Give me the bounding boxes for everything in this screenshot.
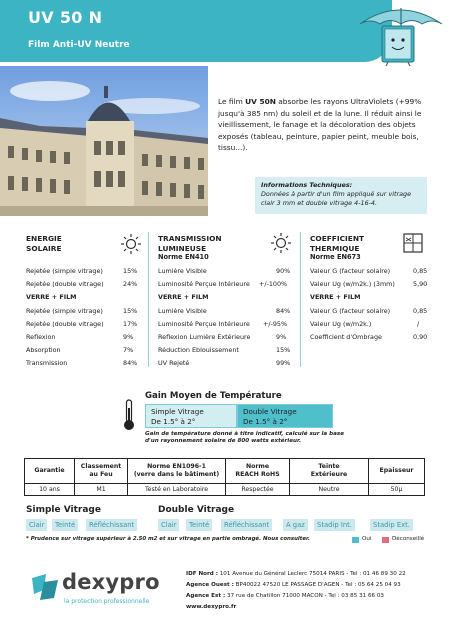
tag-double-reflechissant: Réfléchissant xyxy=(221,519,272,531)
website-link[interactable]: www.dexypro.fr xyxy=(186,604,237,610)
sun-icon xyxy=(120,233,142,255)
tag-double-teinte: Teinté xyxy=(186,519,212,531)
gain-double-vitrage-box: Double Vitrage De 1.5° à 2° xyxy=(237,404,333,428)
umbrella-mascot-icon xyxy=(352,2,448,66)
col1-row: Rejetée (double vitrage) 17% xyxy=(26,319,138,328)
spec-cell: Neutre xyxy=(290,484,369,496)
col3-row: Valeur Ug (w/m2k.) (3mm) 5,90 xyxy=(310,280,428,289)
col3-row: Valeur G (facteur solaire) 0,85 xyxy=(310,306,428,315)
col2-title: TRANSMISSION LUMINEUSE Norme EN410 xyxy=(158,234,222,261)
col2-rows xyxy=(158,265,300,371)
col1-row: Rejetée (double vitrage) 24% xyxy=(26,280,138,289)
column-divider xyxy=(148,232,149,367)
col1-row: Reflexion 9% xyxy=(26,332,134,341)
spec-cell: M1 xyxy=(75,484,128,496)
col2-row: UV Rejeté 99% xyxy=(158,359,291,368)
col2-row: Réduction Eblouissement 15% xyxy=(158,346,291,355)
spec-cell: 10 ans xyxy=(25,484,75,496)
col3-section-verre-film: VERRE + FILM xyxy=(310,293,361,302)
col3-row: Coefficient d'Ombrage 0,90 xyxy=(310,332,428,341)
lightbulb-sun-icon xyxy=(270,232,292,254)
tag-double-a-gaz: A gaz xyxy=(283,519,308,531)
col3-title: COEFFICIENT THERMIQUE Norme EN673 xyxy=(310,234,365,261)
col3-rows xyxy=(310,265,442,344)
contact-ouest: Agence Ouest : BP40022 47520 LE PASSAGE D'AGEN - Tel : 05 64 25 04 93 xyxy=(186,582,401,588)
contact-idf: IDF Nord : 101 Avenue du Général Leclerc 75014 PARIS - Tel : 01 46 89 30 22 xyxy=(186,571,406,577)
col1-rows xyxy=(26,265,146,371)
spec-header-teinte: Teinte Extérieure xyxy=(290,459,369,484)
intro-paragraph: Le film UV 50N absorbe les rayons UltraViolets (+99% jusqu'à 385 nm) du soleil et de la lune. Il réduit ainsi le vieillissement, le fanage et la décoloration des objets exposés (tableau, peinture, papier peint, meuble bois, tissu...). xyxy=(218,97,422,153)
spec-cell: Testé en Laboratoire xyxy=(128,484,226,496)
tag-double-clair: Clair xyxy=(158,519,179,531)
contact-est: Agence Est : 37 rue de Chatillon 71000 MACON - Tel : 03 85 31 66 03 xyxy=(186,593,384,599)
legend-deconseille-label: Déconseillé xyxy=(392,536,425,542)
technical-info-title: Informations Techniques: xyxy=(261,181,353,189)
spec-header-garantie: Garantie xyxy=(25,459,75,484)
spec-header-reach: Norme REACH RoHS xyxy=(226,459,290,484)
col3-row: Valeur Ug (w/m2k.) / xyxy=(310,319,420,328)
technical-info-box xyxy=(255,177,427,214)
col2-section-verre-film: VERRE + FILM xyxy=(158,293,209,302)
technical-info-text: Données à partir d'un film appliqué sur vitrage clair 3 mm et double vitrage 4-16-4. xyxy=(261,190,412,207)
logo-name: dexypro xyxy=(62,570,160,594)
spec-table xyxy=(24,458,425,496)
col1-title: ENERGIE SOLAIRE xyxy=(26,234,62,253)
legend-oui-swatch xyxy=(352,537,359,543)
col1-row: Rejetée (simple vitrage) 15% xyxy=(26,306,138,315)
spec-table-header-row xyxy=(25,459,425,484)
window-icon xyxy=(402,232,424,254)
logo-tagline: la protection professionnelle xyxy=(64,598,150,605)
col2-row: Luminosité Perçue Intérieure +/-95% xyxy=(158,319,288,328)
col3-row: Valeur G (facteur solaire) 0,85 xyxy=(310,267,428,275)
col1-row: Transmission 84% xyxy=(26,359,138,368)
simple-vitrage-title: Simple Vitrage xyxy=(26,505,101,515)
thermometer-icon xyxy=(122,398,136,432)
col2-row: Lumière Visible 90% xyxy=(158,267,291,275)
legend-deconseille-swatch xyxy=(382,537,389,543)
spec-header-classement: Classement au Feu xyxy=(75,459,128,484)
gain-title: Gain Moyen de Température xyxy=(145,391,282,401)
col2-row: Lumière Visible 84% xyxy=(158,306,291,315)
tag-simple-reflechissant: Réfléchissant xyxy=(86,519,137,531)
spec-cell: Respectée xyxy=(226,484,290,496)
gain-simple-vitrage-box: Simple Vitrage De 1.5° à 2° xyxy=(145,404,237,428)
product-subtitle: Film Anti-UV Neutre xyxy=(28,40,130,50)
tag-double-stadip-ext: Stadip Ext. xyxy=(370,519,413,531)
gain-note: Gain de température donné à titre indicatif, calculé sur la base d'un rayonnement solaire de 800 watts extérieur. xyxy=(145,431,345,445)
col2-row: Reflexion Lumière Extérieure 9% xyxy=(158,332,287,341)
col2-row: Luminosité Perçue Intérieure +/-100% xyxy=(158,280,288,289)
spec-cell: 50µ xyxy=(369,484,425,496)
col1-section-verre-film: VERRE + FILM xyxy=(26,293,77,302)
double-vitrage-title: Double Vitrage xyxy=(158,505,235,515)
tag-simple-teinte: Teinté xyxy=(52,519,78,531)
col1-row: Rejetée (simple vitrage) 15% xyxy=(26,267,138,275)
tag-simple-clair: Clair xyxy=(26,519,47,531)
spec-header-norme-en1096: Norme EN1096-1 (verre dans le bâtiment) xyxy=(128,459,226,484)
tag-double-stadip-int: Stadip Int. xyxy=(314,519,355,531)
legend-oui-label: Oui xyxy=(362,536,372,542)
louvre-photo xyxy=(0,66,208,216)
col1-row: Absorption 7% xyxy=(26,346,134,355)
spec-table-row xyxy=(25,484,425,496)
prudence-note: * Prudence sur vitrage supérieur à 2.50 m2 et sur vitrage en partie ombragé. Nous consulter. xyxy=(26,536,310,542)
dexypro-logo-icon xyxy=(30,572,60,602)
spec-header-epaisseur: Epaisseur xyxy=(369,459,425,484)
column-divider xyxy=(300,232,301,367)
product-title: UV 50 N xyxy=(28,8,103,27)
